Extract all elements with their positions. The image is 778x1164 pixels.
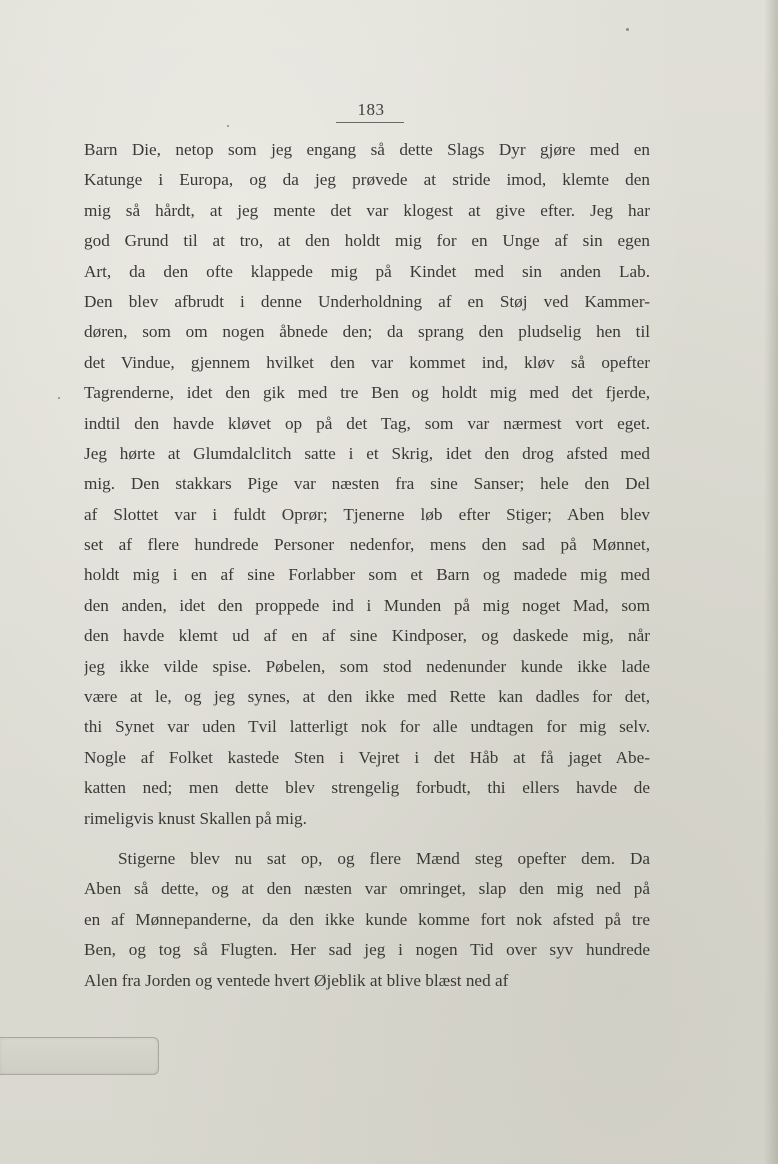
text-line: Alen fra Jorden og ventede hvert Øjeblik at blive blæst ned af xyxy=(84,970,509,990)
text-line: Nogle af Folket kastede Sten i Vejret i det Håb at få jaget Abe- xyxy=(84,747,650,767)
text-line: god Grund til at tro, at den holdt mig for en Unge af sin egen xyxy=(84,231,650,251)
text-line: Art, da den ofte klappede mig på Kindet med sin anden Lab. xyxy=(84,261,650,281)
text-line: den havde klemt ud af en af sine Kindposer, og daskede mig, når xyxy=(84,626,650,646)
text-line: Jeg hørte at Glumdalclitch satte i et Skrig, idet den drog afsted med xyxy=(84,443,650,463)
text-line: thi Synet var uden Tvil latterligt nok for alle undtagen for mig selv. xyxy=(84,717,650,737)
text-line: holdt mig i en af sine Forlabber som et Barn og madede mig med xyxy=(84,565,650,585)
text-line: Barn Die, netop som jeg engang så dette Slags Dyr gjøre med en xyxy=(84,140,650,159)
text-line: mig. Den stakkars Pige var næsten fra sine Sanser; hele den Del xyxy=(84,474,650,494)
text-line: mig så hårdt, at jeg mente det var klogest at give efter. Jeg har xyxy=(84,200,650,220)
paper-fleck xyxy=(227,125,229,127)
page-edge-shadow xyxy=(764,0,778,1164)
text-line: det Vindue, gjennem hvilket den var kommet ind, kløv så opefter xyxy=(84,352,650,372)
paragraph xyxy=(84,135,650,834)
text-line: den anden, idet den proppede ind i Munden på mig noget Mad, som xyxy=(84,595,650,615)
page-number-rule xyxy=(336,122,404,123)
text-line: en af Mønnepanderne, da den ikke kunde komme fort nok afsted på tre xyxy=(84,909,650,929)
paragraph xyxy=(84,844,650,996)
text-line: rimeligvis knust Skallen på mig. xyxy=(84,808,307,828)
text-line: Katunge i Europa, og da jeg prøvede at stride imod, klemte den xyxy=(84,170,650,190)
text-line: jeg ikke vilde spise. Pøbelen, som stod nedenunder kunde ikke lade xyxy=(84,656,650,676)
text-line: katten ned; men dette blev strengelig forbudt, thi ellers havde de xyxy=(84,778,650,798)
text-line: Den blev afbrudt i denne Underholdning af en Støj ved Kammer- xyxy=(84,291,650,311)
paper-fleck xyxy=(626,28,629,31)
paper-fleck xyxy=(58,397,60,399)
text-line: være at le, og jeg synes, at den ikke med Rette kan dadles for det, xyxy=(84,687,650,707)
text-line: af Slottet var i fuldt Oprør; Tjenerne løb efter Stiger; Aben blev xyxy=(84,504,650,524)
margin-tab-marker xyxy=(0,1037,159,1075)
page-number: 183 xyxy=(357,100,385,119)
text-line: Tagrenderne, idet den gik med tre Ben og holdt mig med det fjerde, xyxy=(84,383,650,403)
text-line: Stigerne blev nu sat op, og flere Mænd steg opefter dem. Da xyxy=(118,848,650,868)
text-line: indtil den havde kløvet op på det Tag, som var nærmest vort eget. xyxy=(84,413,650,433)
text-line: døren, som om nogen åbnede den; da sprang den pludselig hen til xyxy=(84,322,650,342)
body-text xyxy=(84,135,650,996)
text-line: Aben så dette, og at den næsten var omringet, slap den mig ned på xyxy=(84,879,650,899)
text-line: set af flere hundrede Personer nedenfor, mens den sad på Mønnet, xyxy=(84,535,650,555)
text-line: Ben, og tog så Flugten. Her sad jeg i nogen Tid over syv hundrede xyxy=(84,940,650,960)
paragraph-gap xyxy=(84,834,650,844)
